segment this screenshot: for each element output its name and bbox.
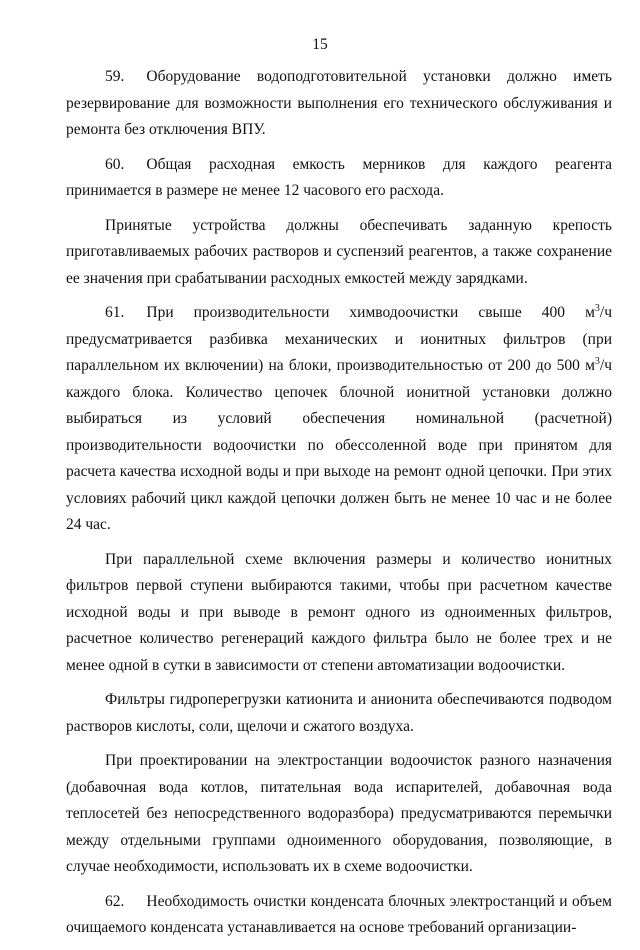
clause-number: 62. bbox=[105, 892, 125, 910]
paragraph-text: Оборудование водоподготовительной установки должно иметь резервирование для возможности выполнения его технического обслуживания и ремонта без отключения ВПУ. bbox=[66, 68, 612, 138]
clause-number: 61. bbox=[105, 304, 125, 321]
paragraph-61-parallel-scheme bbox=[66, 547, 612, 680]
paragraph-text: /ч каждого блока. Количество цепочек блочной ионитной установки должно выбираться из условий обеспечения номинальной (расчетной) производительности водоочистки по обессоленной воде при принятом для расчета качества исходной воды и при выходе на ремонт одной цепочки. При этих условиях рабочий цикл каждой цепочки должен быть не менее 10 час и не более 24 час. bbox=[66, 357, 612, 533]
clause-number: 59. bbox=[105, 68, 125, 85]
paragraph-text: Общая расходная емкость мерников для каждого реагента принимается в размере не менее 12 часового его расхода. bbox=[66, 155, 612, 199]
paragraph-text: /ч предусматривается разбивка механических и ионитных фильтров (при параллельном их включении) на блоки, производительностью от 200 до 500 м bbox=[66, 304, 612, 374]
paragraph-text: При проектировании на электростанции водоочисток разного назначения (добавочная вода котлов, питательная вода испарителей, добавочная вода теплосетей без непосредственного водоразбора) предусматриваются перемычки между отдельными группами одноименного оборудования, позволяющие, в случае необходимости, использовать их в схеме водоочистки. bbox=[66, 752, 612, 875]
paragraph-59 bbox=[66, 64, 612, 144]
clause-number: 60. bbox=[105, 155, 125, 173]
superscript-cubic: 3 bbox=[594, 303, 600, 314]
paragraph-60-continued bbox=[66, 213, 612, 293]
page-number: 15 bbox=[312, 36, 328, 53]
paragraph-62 bbox=[66, 889, 612, 942]
paragraph-text: Фильтры гидроперегрузки катионита и анионита обеспечиваются подводом растворов кислоты, соли, щелочи и сжатого воздуха. bbox=[66, 691, 612, 735]
superscript-cubic: 3 bbox=[594, 356, 600, 367]
paragraph-61 bbox=[66, 300, 612, 539]
paragraph-61-filters bbox=[66, 687, 612, 740]
paragraph-text: При параллельной схеме включения размеры и количество ионитных фильтров первой ступени выбираются такими, чтобы при расчетном качестве исходной воды и при выводе в ремонт одного из одноименных фильтров, расчетное количество регенераций каждого фильтра было не более трех и не менее одной в сутки в зависимости от степени автоматизации водоочистки. bbox=[66, 550, 612, 674]
paragraph-text: При производительности химводоочистки свыше 400 м bbox=[146, 304, 595, 321]
paragraph-60 bbox=[66, 152, 612, 205]
paragraph-text: Необходимость очистки конденсата блочных электростанций и объем очищаемого конденсата устанавливается на основе требований организации- bbox=[66, 892, 612, 936]
paragraph-61-design bbox=[66, 748, 612, 881]
paragraph-text: Принятые устройства должны обеспечивать заданную крепость приготавливаемых рабочих растворов и суспензий реагентов, а также сохранение ее значения при срабатывании расходных емкостей между зарядками. bbox=[66, 216, 612, 287]
document-body bbox=[66, 64, 612, 950]
